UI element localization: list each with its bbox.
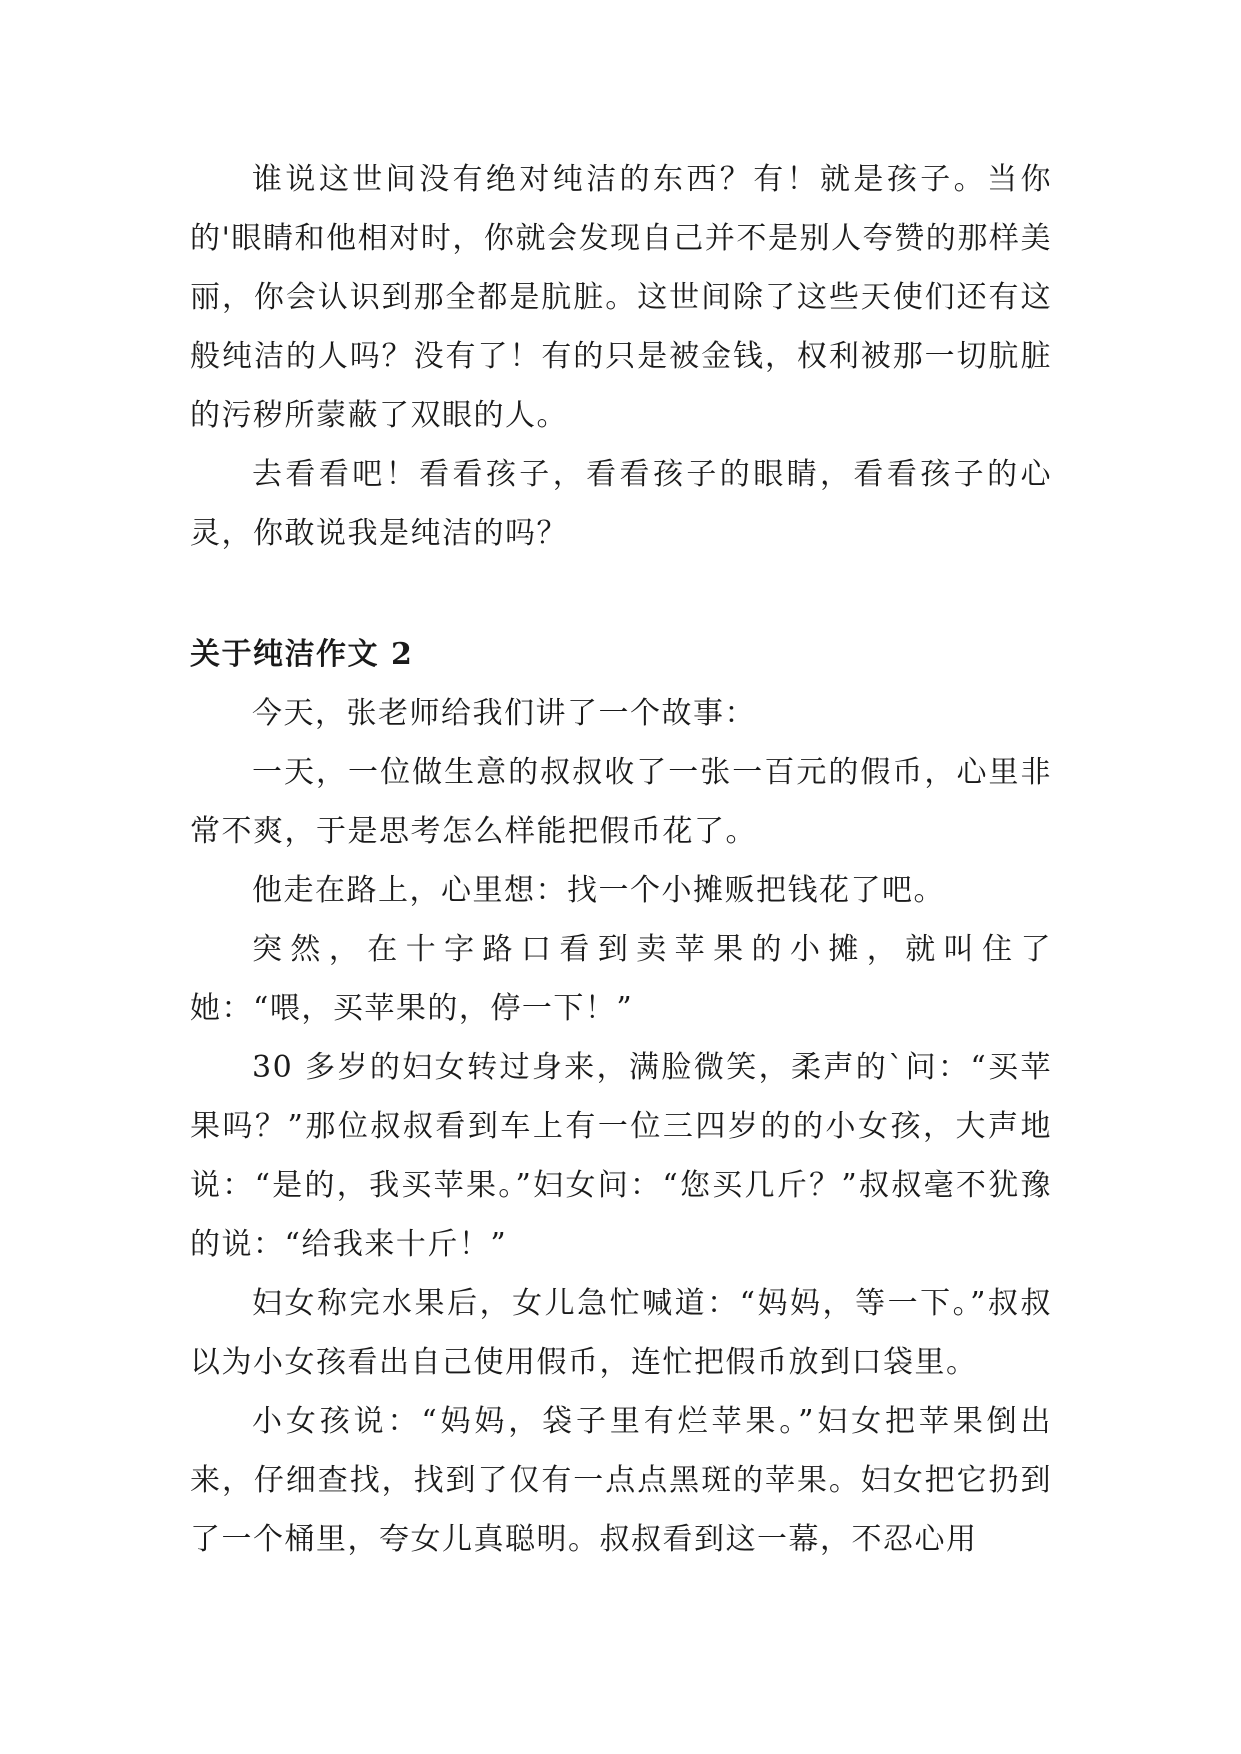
paragraph-apple-stall: 突然，在十字路口看到卖苹果的小摊，就叫住了她：“喂，买苹果的，停一下！” bbox=[190, 932, 1052, 1026]
section-heading: 关于纯洁作文 2 bbox=[190, 637, 414, 672]
paragraph-rotten-apple: 小女孩说：“妈妈，袋子里有烂苹果。”妇女把苹果倒出来，仔细查找，找到了仅有一点点黑斑的苹果。妇女把它扔到了一个桶里，夸女儿真聪明。叔叔看到这一幕，不忍心用 bbox=[190, 1404, 1052, 1557]
paragraph-walking: 他走在路上，心里想：找一个小摊贩把钱花了吧。 bbox=[252, 873, 945, 908]
paragraph-woman-turns: 30 多岁的妇女转过身来，满脸微笑，柔声的`问：“买苹果吗？”那位叔叔看到车上有一位三四岁的的小女孩，大声地说：“是的，我买苹果。”妇女问：“您买几斤？”叔叔毫不犹豫的说：“给我来十斤！” bbox=[190, 1050, 1052, 1262]
paragraph-story-intro: 今天，张老师给我们讲了一个故事： bbox=[252, 696, 756, 731]
paragraph-daughter-calls: 妇女称完水果后，女儿急忙喊道：“妈妈，等一下。”叔叔以为小女孩看出自己使用假币，连忙把假币放到口袋里。 bbox=[190, 1286, 1052, 1380]
paragraph-go-look: 去看看吧！看看孩子，看看孩子的眼睛，看看孩子的心灵，你敢说我是纯洁的吗？ bbox=[190, 457, 1052, 551]
paragraph-purity-children: 谁说这世间没有绝对纯洁的东西？有！就是孩子。当你的'眼睛和他相对时，你就会发现自己并不是别人夸赞的那样美丽，你会认识到那全都是肮脏。这世间除了这些天使们还有这般纯洁的人吗？没有了！有的只是被金钱，权利被那一切肮脏的污秽所蒙蔽了双眼的人。 bbox=[190, 162, 1052, 433]
document-page bbox=[190, 150, 1052, 1569]
paragraph-fake-bill: 一天，一位做生意的叔叔收了一张一百元的假币，心里非常不爽，于是思考怎么样能把假币花了。 bbox=[190, 755, 1052, 849]
